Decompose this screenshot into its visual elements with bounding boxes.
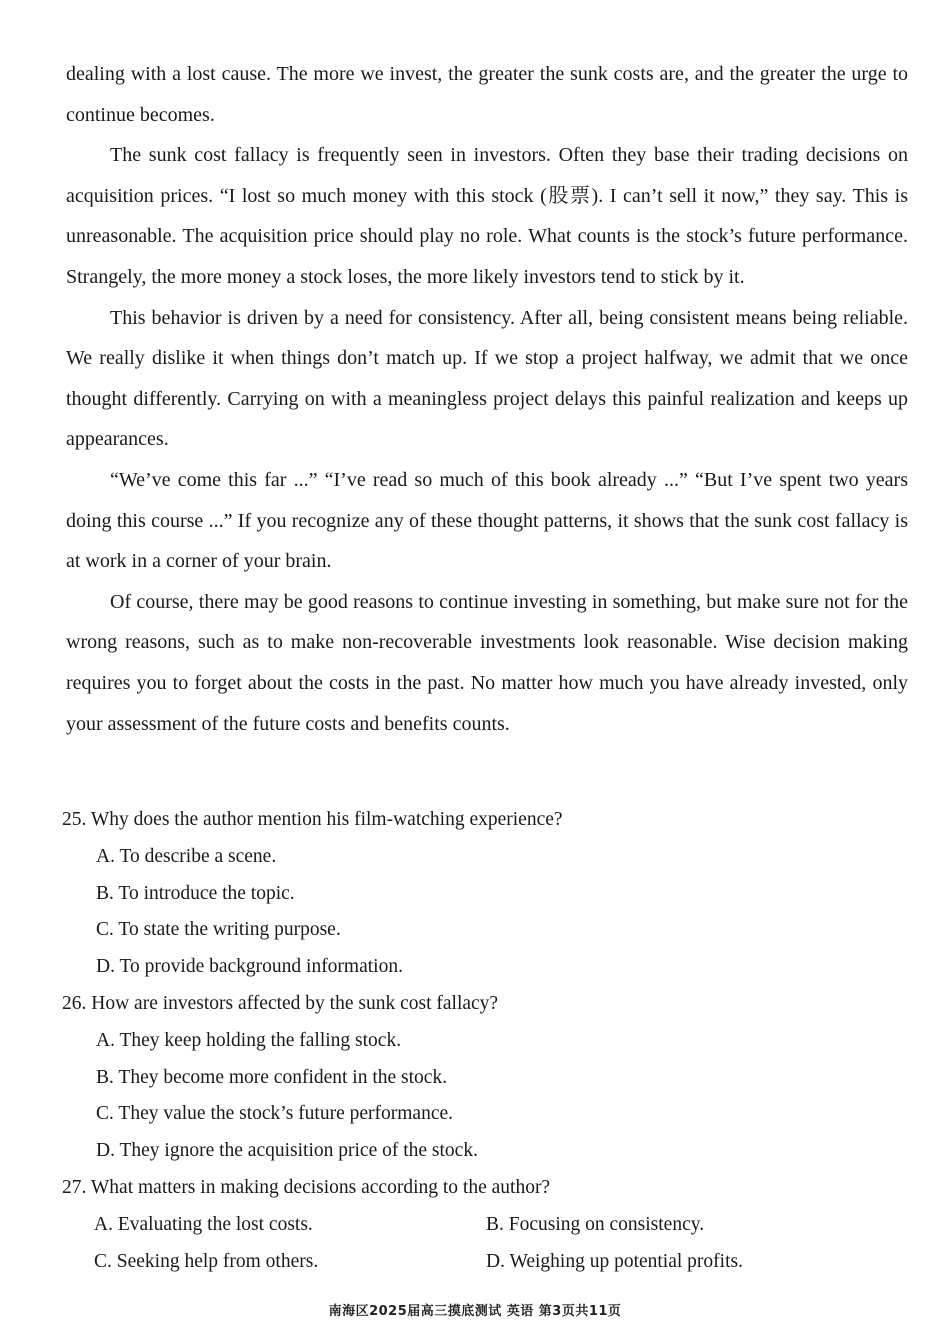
passage-paragraph-4: “We’ve come this far ...” “I’ve read so much of this book already ...” “But I’ve spent two years doing this course ...” If you recognize any of these thought patterns, it shows that the sunk cost fallacy is at work in a corner of your brain. <box>66 468 908 573</box>
question-25 <box>62 802 912 986</box>
option-d: D. They ignore the acquisition price of the stock. <box>96 1140 478 1162</box>
option-d: D. Weighing up potential profits. <box>486 1250 743 1272</box>
question-list <box>62 802 912 1280</box>
option-row <box>94 1244 912 1281</box>
reading-passage <box>66 54 908 744</box>
option-d: D. To provide background information. <box>96 956 403 978</box>
option-a: A. Evaluating the lost costs. <box>94 1213 313 1235</box>
option-b: B. They become more confident in the stock. <box>96 1066 448 1088</box>
page-footer: 南海区2025届高三摸底测试 英语 第3页共11页 <box>328 1304 622 1319</box>
option-row <box>94 1207 912 1244</box>
option-c: C. They value the stock’s future performance. <box>96 1103 454 1125</box>
question-stem: 25. Why does the author mention his film-watching experience? <box>62 809 563 830</box>
passage-paragraph-5: Of course, there may be good reasons to continue investing in something, but make sure not for the wrong reasons, such as to make non-recoverable investments look reasonable. Wise decision making requires you to forget about the costs in the past. No matter how much you have already invested, only your assessment of the future costs and benefits counts. <box>66 590 908 735</box>
option-a: A. To describe a scene. <box>96 845 277 867</box>
option-b: B. To introduce the topic. <box>96 882 295 904</box>
passage-paragraph-1: dealing with a lost cause. The more we invest, the greater the sunk costs are, and the greater the urge to continue becomes. <box>66 63 908 126</box>
option-c: C. To state the writing purpose. <box>96 919 341 941</box>
question-stem: 26. How are investors affected by the sunk cost fallacy? <box>62 992 499 1014</box>
question-27 <box>62 1170 912 1280</box>
option-a: A. They keep holding the falling stock. <box>96 1029 402 1051</box>
question-26 <box>62 986 912 1170</box>
option-b: B. Focusing on consistency. <box>486 1213 705 1235</box>
option-c: C. Seeking help from others. <box>94 1250 319 1272</box>
question-stem: 27. What matters in making decisions according to the author? <box>62 1176 551 1198</box>
passage-paragraph-3: This behavior is driven by a need for consistency. After all, being consistent means being reliable. We really dislike it when things don’t match up. If we stop a project halfway, we admit that we once thought differently. Carrying on with a meaningless project delays this painful realization and keeps up appearances. <box>66 306 908 451</box>
passage-paragraph-2: The sunk cost fallacy is frequently seen in investors. Often they base their trading decisions on acquisition prices. “I lost so much money with this stock (股票). I can’t sell it now,” they say. This is unreasonable. The acquisition price should play no role. What counts is the stock’s future performance. Strangely, the more money a stock loses, the more likely investors tend to stick by it. <box>66 144 908 288</box>
